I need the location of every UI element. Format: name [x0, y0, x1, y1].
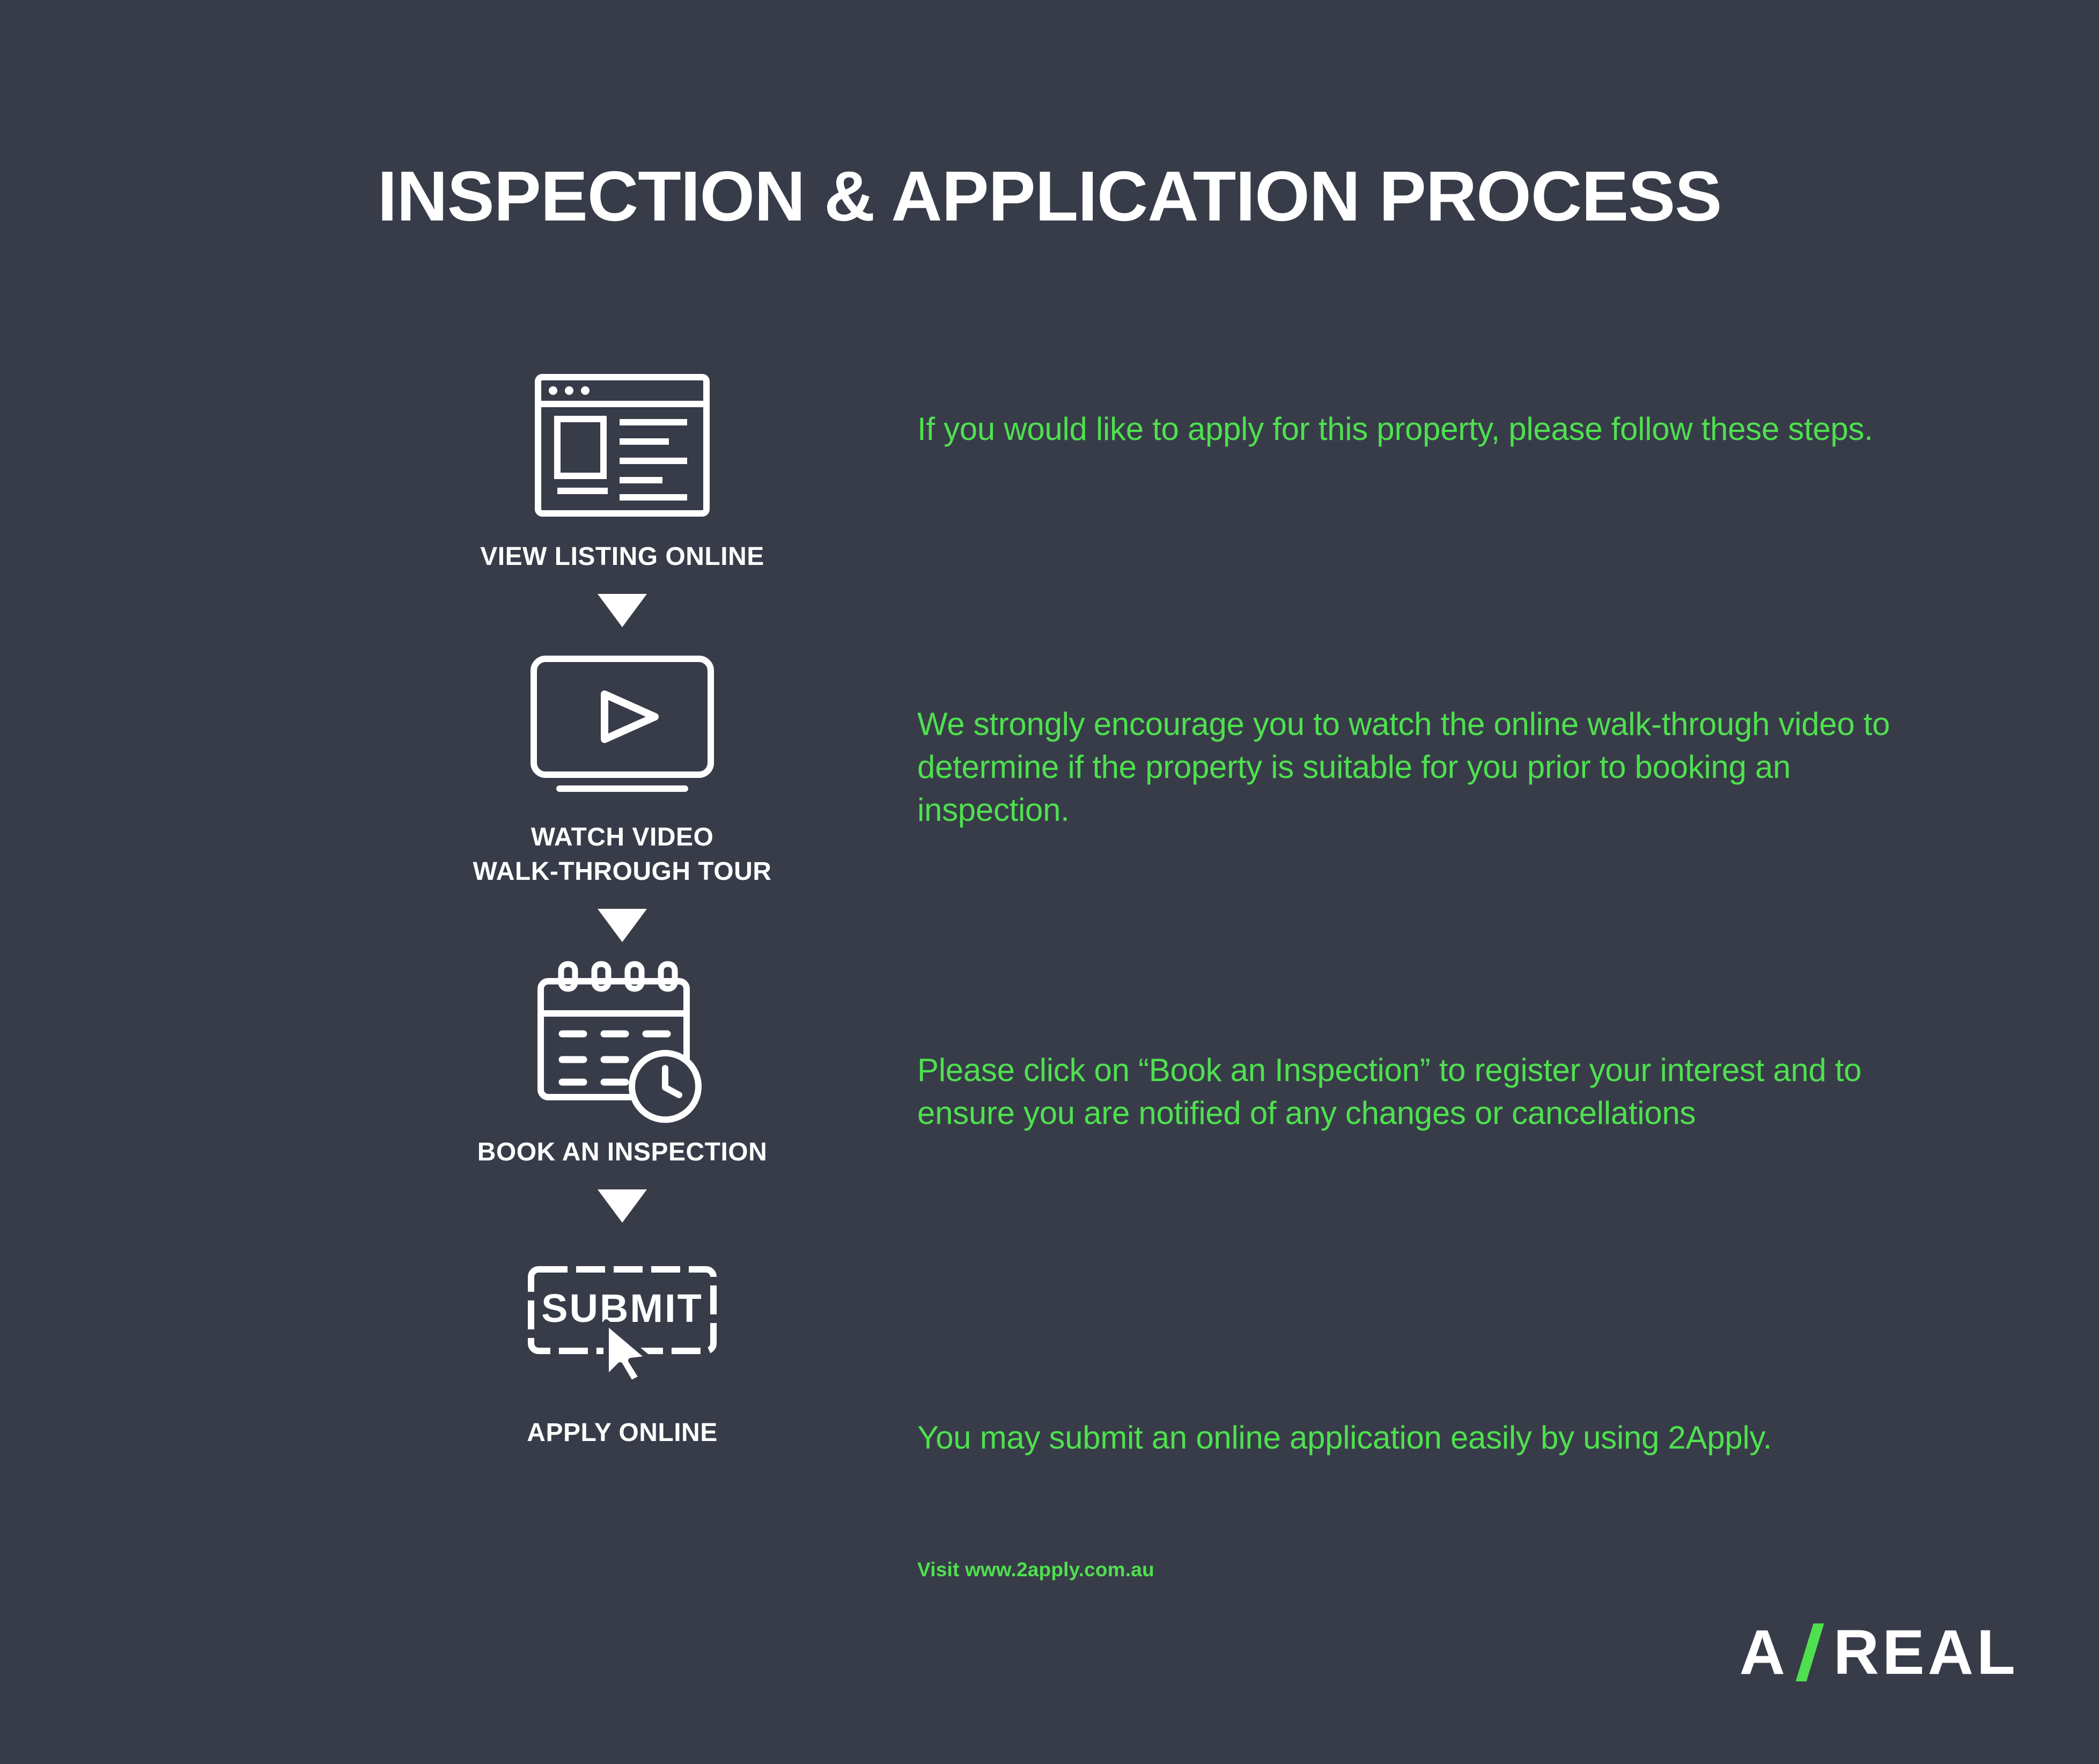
visit-link[interactable]: Visit www.2apply.com.au [917, 1559, 1154, 1581]
step-watch-video [354, 645, 890, 888]
step-label [354, 820, 890, 888]
step-description-2: We strongly encourage you to watch the online walk-through video to determine if the property is suitable for you prior to booking an inspection. [917, 706, 1890, 828]
step-label-line-1: WATCH VIDEO [531, 823, 714, 852]
step-book-inspection [354, 960, 890, 1169]
step-view-listing [354, 365, 890, 574]
process-flow [354, 365, 890, 1450]
step-description-3: Please click on “Book an Inspection” to register your interest and to ensure you are notified of any changes or cancellations [917, 1052, 1862, 1131]
step-description-1: If you would like to apply for this property, please follow these steps. [917, 411, 1873, 447]
step-label: APPLY ONLINE [527, 1418, 718, 1447]
submit-button-cursor-icon [354, 1241, 890, 1402]
step-label-line-2: WALK-THROUGH TOUR [473, 857, 772, 886]
listing-window-icon [354, 365, 890, 526]
calendar-clock-icon [354, 960, 890, 1121]
flow-arrow-icon [354, 594, 890, 627]
logo-word-real: REAL [1833, 1617, 2019, 1688]
page-title: INSPECTION & APPLICATION PROCESS [377, 157, 1722, 236]
video-play-monitor-icon [354, 645, 890, 806]
step-label: BOOK AN INSPECTION [477, 1138, 768, 1167]
logo-slash-icon [1800, 1623, 1824, 1681]
step-description-4: You may submit an online application easily by using 2Apply. [917, 1420, 1772, 1456]
logo-letter-a: A [1739, 1617, 1788, 1688]
brand-logo [1740, 1616, 2019, 1689]
step-label: VIEW LISTING ONLINE [480, 542, 764, 571]
step-apply-online [354, 1241, 890, 1450]
svg-text:SUBMIT: SUBMIT [541, 1286, 703, 1331]
flow-arrow-icon [354, 1189, 890, 1223]
flow-arrow-icon [354, 909, 890, 942]
